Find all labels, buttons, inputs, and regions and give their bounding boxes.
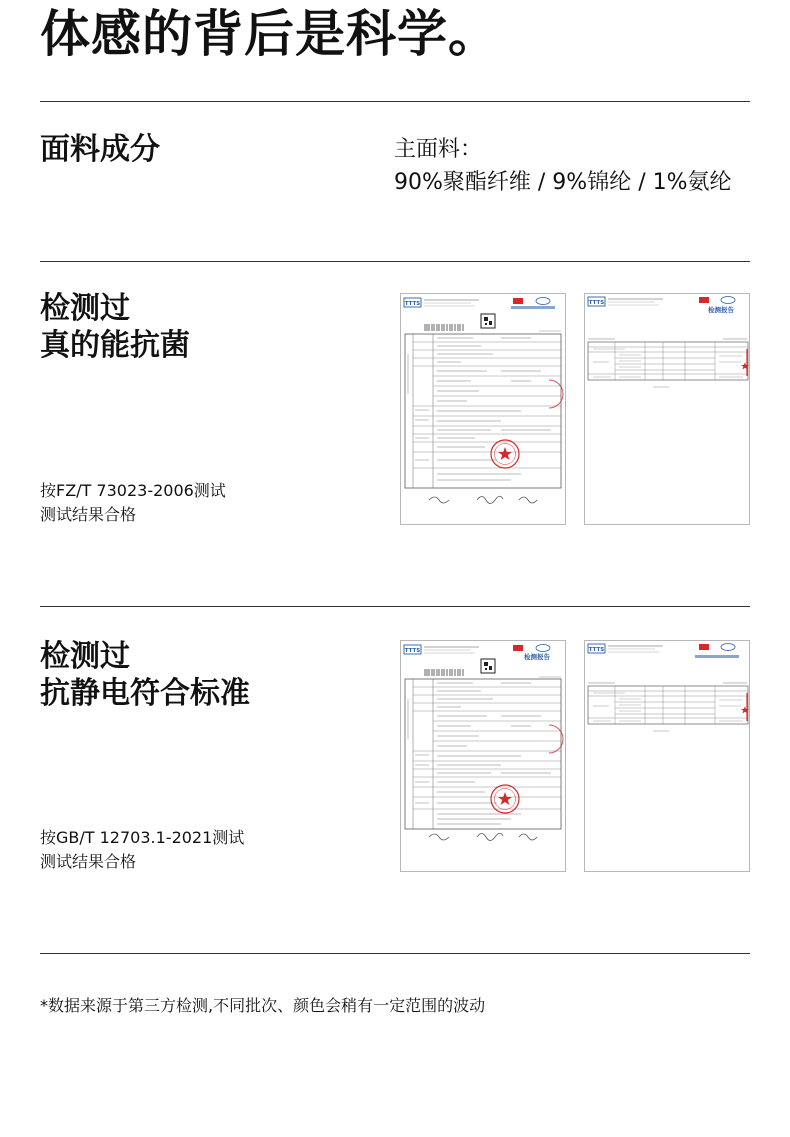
divider bbox=[40, 261, 750, 262]
divider bbox=[40, 101, 750, 102]
report-page-graphic bbox=[585, 641, 750, 872]
antistatic-title-line1: 检测过 bbox=[40, 639, 130, 674]
report-heading: 检测报告 bbox=[708, 306, 734, 314]
report-page-graphic bbox=[585, 294, 750, 525]
antistatic-title-line2: 抗静电符合标准 bbox=[40, 676, 250, 711]
report-heading: 检测报告 bbox=[524, 653, 550, 661]
report-logo: TTTS bbox=[588, 300, 605, 306]
report-logo: TTTS bbox=[588, 647, 605, 653]
report-page-graphic bbox=[401, 294, 566, 525]
antibacterial-title-line1: 检测过 bbox=[40, 291, 130, 326]
antibacterial-report-page2 bbox=[584, 293, 750, 525]
report-logo: TTTS bbox=[404, 648, 421, 654]
fabric-composition: 90%聚酯纤维 / 9%锦纶 / 1%氨纶 bbox=[394, 170, 732, 195]
antibacterial-standard-note: 按FZ/T 73023-2006测试 bbox=[40, 481, 226, 500]
antistatic-report-page1 bbox=[400, 640, 566, 872]
antibacterial-report-page1 bbox=[400, 293, 566, 525]
antistatic-report-page2 bbox=[584, 640, 750, 872]
fabric-label: 主面料： bbox=[394, 137, 483, 162]
divider bbox=[40, 606, 750, 607]
report-logo: TTTS bbox=[404, 301, 421, 307]
antibacterial-result-note: 测试结果合格 bbox=[40, 505, 137, 524]
footnote: *数据来源于第三方检测,不同批次、颜色会稍有一定范围的波动 bbox=[40, 996, 486, 1015]
antibacterial-title-line2: 真的能抗菌 bbox=[40, 328, 190, 363]
page-headline: 体感的背后是科学。 bbox=[40, 5, 499, 63]
report-page-graphic bbox=[401, 641, 566, 872]
antistatic-result-note: 测试结果合格 bbox=[40, 852, 137, 871]
divider bbox=[40, 953, 750, 954]
antistatic-standard-note: 按GB/T 12703.1-2021测试 bbox=[40, 828, 245, 847]
fabric-title: 面料成分 bbox=[40, 132, 160, 167]
